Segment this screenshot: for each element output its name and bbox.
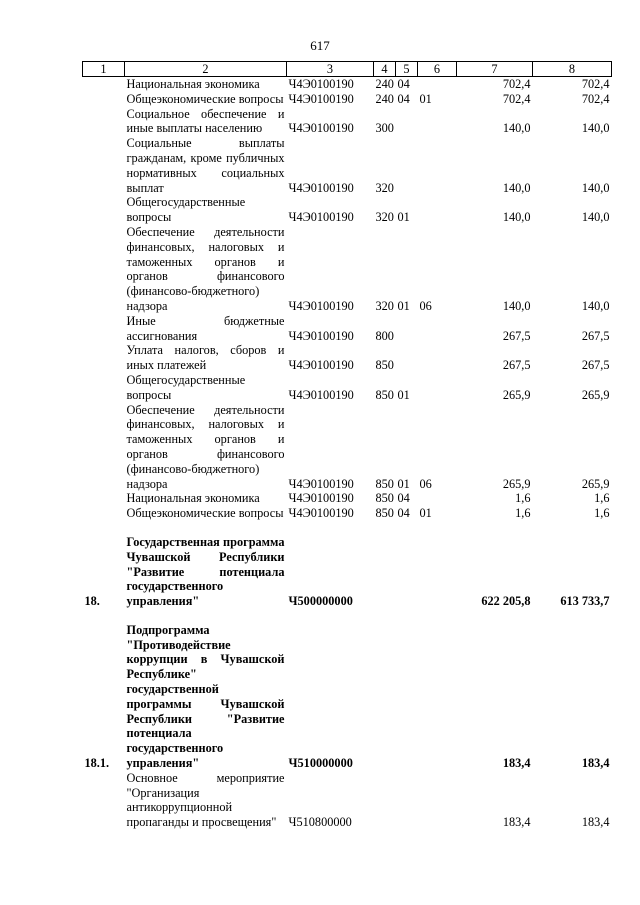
amount-year-1: 702,4 [502,77,531,91]
column-header-2: 2 [125,62,287,77]
row-number [83,107,125,137]
amount-year-1: 267,5 [502,358,531,373]
row-name: Иные бюджетные ассигнования [126,313,285,343]
target-article-code: Ч4Э0100190 [288,358,354,373]
amount-year-1: 702,4 [502,91,531,106]
row-number: 18. [84,594,100,609]
amount-year-2: 140,0 [581,180,610,195]
section-code: 04 [397,91,410,106]
table-row [83,343,612,373]
section-code [396,623,418,771]
expense-group: 320 [375,180,394,195]
row-name: Государственная программа Чувашской Республики "Развитие потенциала государственного управления" [126,534,285,609]
expense-group: 300 [375,121,394,136]
amount-year-2: 265,9 [581,476,610,491]
row-number [83,195,125,225]
row-number [83,225,125,314]
section-code: 01 [397,387,410,402]
spacer-cell [83,609,612,623]
expense-group [374,623,396,771]
amount-year-2: 1,6 [594,491,610,506]
table-row [83,771,612,830]
subsection-code: 01 [419,91,432,106]
section-code [396,314,418,344]
column-header-7: 7 [457,62,533,77]
section-code: 04 [397,506,410,521]
target-article-code: Ч500000000 [288,594,353,609]
budget-table [82,61,612,830]
row-name: Социальное обеспечение и иные выплаты населению [126,106,285,136]
table-row [83,107,612,137]
row-number [83,92,125,107]
target-article-code: Ч4Э0100190 [288,506,354,521]
row-name: Национальная экономика [126,491,260,506]
target-article-code: Ч4Э0100190 [288,180,354,195]
row-number [83,771,125,830]
row-number [83,314,125,344]
row-number [83,77,125,92]
subsection-code: 01 [419,506,432,521]
column-header-row [83,62,612,77]
expense-group: 320 [375,210,394,225]
amount-year-1: 183,4 [502,756,531,771]
amount-year-2: 183,4 [581,756,610,771]
table-row [83,535,612,609]
section-code: 01 [397,298,410,313]
amount-year-1: 140,0 [502,298,531,313]
target-article-code: Ч4Э0100190 [288,91,354,106]
amount-year-1: 140,0 [502,210,531,225]
target-article-code: Ч4Э0100190 [288,210,354,225]
expense-group: 800 [375,328,394,343]
row-name: Общегосударственные вопросы [126,372,246,402]
spacer-row [83,609,612,623]
column-header-6: 6 [418,62,457,77]
subsection-code [418,535,457,609]
table-row [83,314,612,344]
expense-group: 320 [375,298,394,313]
row-number [83,136,125,195]
expense-group: 850 [375,506,394,521]
subsection-code [418,491,457,506]
subsection-code: 06 [419,476,432,491]
amount-year-1: 1,6 [515,506,531,521]
amount-year-1: 183,4 [502,815,531,830]
table-row [83,92,612,107]
amount-year-2: 140,0 [581,298,610,313]
amount-year-1: 140,0 [502,121,531,136]
amount-year-1: 265,9 [502,387,531,402]
section-code [396,343,418,373]
target-article-code: Ч510000000 [288,756,353,771]
subsection-code [418,771,457,830]
expense-group: 850 [375,387,394,402]
row-name: Общеэкономические вопросы [126,506,284,521]
subsection-code [418,373,457,403]
row-number [83,343,125,373]
expense-group: 850 [375,476,394,491]
amount-year-2: 140,0 [581,210,610,225]
spacer-row [83,521,612,535]
column-header-4: 4 [374,62,396,77]
table-body [83,77,612,831]
subsection-code [418,343,457,373]
target-article-code: Ч4Э0100190 [288,298,354,313]
row-number [83,506,125,521]
row-number [83,403,125,492]
amount-year-1: 1,6 [515,491,531,506]
target-article-code: Ч4Э0100190 [288,121,354,136]
row-number [83,373,125,403]
table-row [83,136,612,195]
target-article-code: Ч4Э0100190 [288,328,354,343]
target-article-code: Ч4Э0100190 [288,476,354,491]
spacer-cell [83,521,612,535]
section-code: 01 [397,210,410,225]
column-header-8: 8 [533,62,612,77]
subsection-code [418,623,457,771]
amount-year-2: 265,9 [581,387,610,402]
section-code [396,107,418,137]
expense-group: 240 [375,77,394,91]
row-number: 18.1. [84,756,110,771]
row-name: Обеспечение деятельности финансовых, налоговых и таможенных органов и органов финансового (финансово-бюджетного) надзора [126,402,285,491]
table-row [83,403,612,492]
amount-year-2: 613 733,7 [560,594,610,609]
amount-year-2: 702,4 [581,91,610,106]
page-number: 617 [310,38,330,53]
amount-year-2: 702,4 [581,77,610,91]
row-name: Подпрограмма "Противодействие коррупции в Чувашской Республике" государственной программы Чувашской Республики "Развитие потенциала государственного управления" [126,622,285,771]
amount-year-2: 1,6 [594,506,610,521]
amount-year-2: 267,5 [581,358,610,373]
amount-year-1: 140,0 [502,180,531,195]
table-row [83,195,612,225]
table-row [83,373,612,403]
column-header-3: 3 [287,62,374,77]
expense-group: 240 [375,91,394,106]
row-name: Социальные выплаты гражданам, кроме публичных нормативных социальных выплат [126,136,285,195]
subsection-code [418,77,457,92]
target-article-code: Ч4Э0100190 [288,77,354,91]
expense-group [374,535,396,609]
row-name: Национальная экономика [126,77,260,91]
subsection-code [418,107,457,137]
table-row [83,623,612,771]
section-code [396,771,418,830]
subsection-code [418,195,457,225]
amount-year-2: 140,0 [581,121,610,136]
column-header-1: 1 [83,62,125,77]
row-name: Общеэкономические вопросы [126,91,284,106]
row-name: Общегосударственные вопросы [126,195,246,225]
target-article-code: Ч510800000 [288,815,352,830]
table-row [83,225,612,314]
amount-year-1: 265,9 [502,476,531,491]
row-number [83,491,125,506]
amount-year-1: 267,5 [502,328,531,343]
table-row [83,491,612,506]
row-name: Обеспечение деятельности финансовых, налоговых и таможенных органов и органов финансового (финансово-бюджетного) надзора [126,224,285,313]
expense-group: 850 [375,491,394,506]
amount-year-1: 622 205,8 [481,594,531,609]
section-code [396,136,418,195]
target-article-code: Ч4Э0100190 [288,491,354,506]
table-row [83,506,612,521]
section-code: 04 [397,491,410,506]
expense-group [374,771,396,830]
target-article-code: Ч4Э0100190 [288,387,354,402]
row-name: Основное мероприятие "Организация антикоррупционной пропаганды и просвещения" [126,770,285,830]
row-name: Уплата налогов, сборов и иных платежей [126,343,285,373]
subsection-code [418,136,457,195]
subsection-code: 06 [419,298,432,313]
table-row [83,77,612,92]
subsection-code [418,314,457,344]
section-code: 01 [397,476,410,491]
column-header-5: 5 [396,62,418,77]
amount-year-2: 183,4 [581,815,610,830]
section-code: 04 [397,77,410,91]
expense-group: 850 [375,358,394,373]
section-code [396,535,418,609]
amount-year-2: 267,5 [581,328,610,343]
